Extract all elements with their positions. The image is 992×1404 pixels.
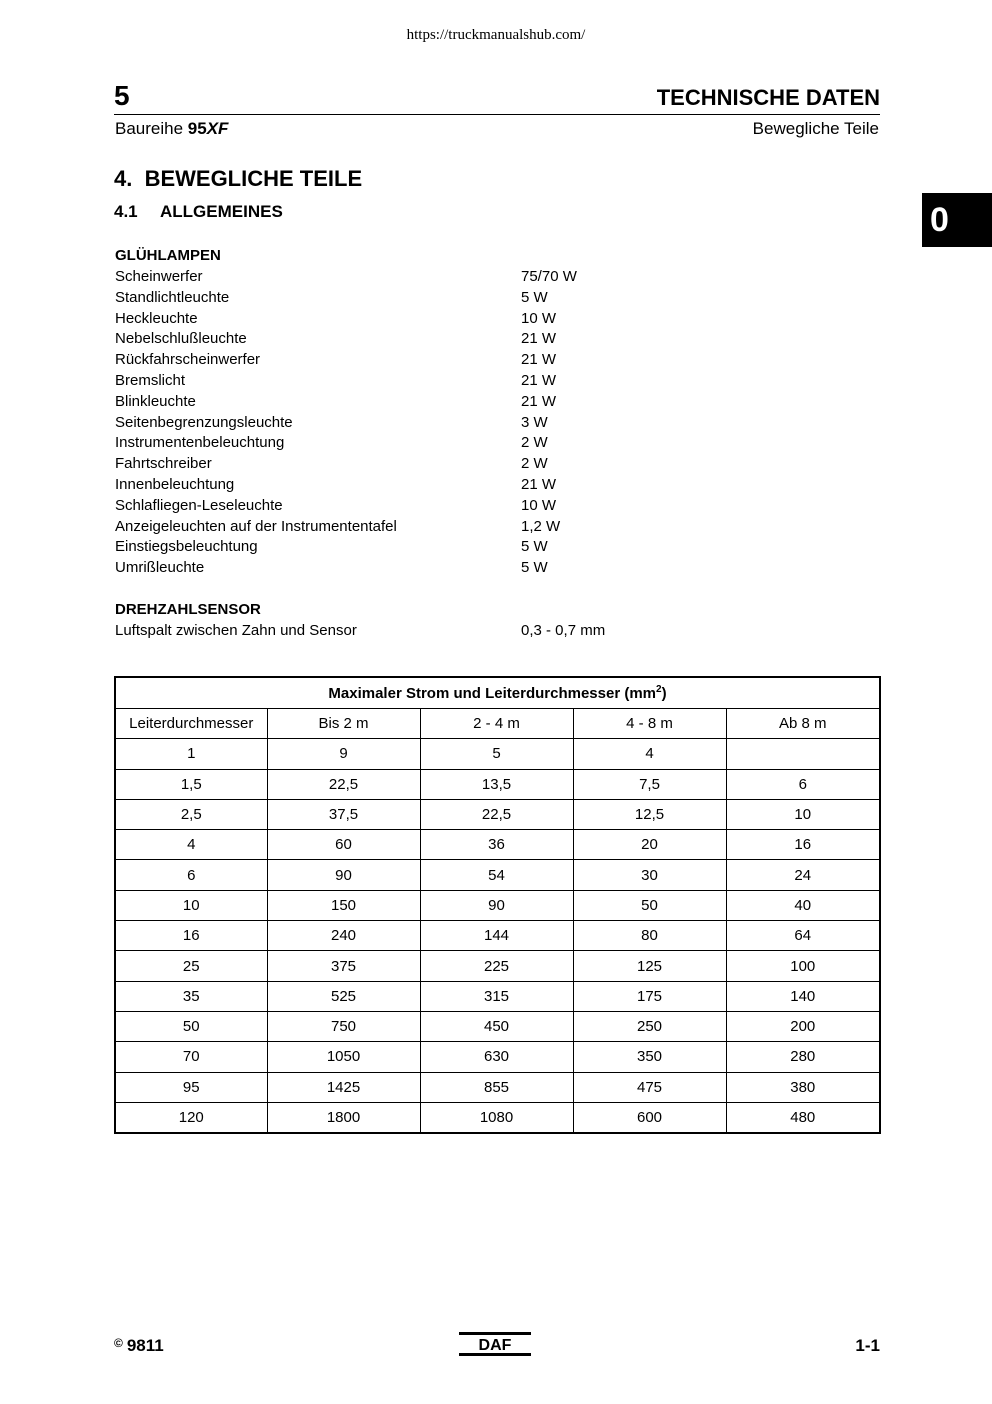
column-header: Leiterdurchmesser	[115, 709, 267, 739]
lamp-label: Fahrtschreiber	[115, 455, 212, 473]
series-model-suffix: XF	[206, 119, 229, 138]
lamp-label: Einstiegsbeleuchtung	[115, 538, 258, 556]
gluehlampen-title: GLÜHLAMPEN	[115, 247, 221, 264]
table-cell: 54	[420, 860, 573, 890]
lamp-value: 5 W	[521, 288, 548, 306]
table-cell: 4	[573, 739, 726, 769]
page-number: 1-1	[855, 1336, 880, 1355]
lamp-row	[115, 475, 735, 496]
lamp-label: Heckleuchte	[115, 309, 198, 327]
table-cell: 855	[420, 1072, 573, 1102]
lamp-row	[115, 517, 735, 538]
lamp-value: 5 W	[521, 559, 548, 577]
table-cell: 1050	[267, 1042, 420, 1072]
table-row	[115, 769, 880, 799]
table-cell: 750	[267, 1011, 420, 1041]
table-cell: 40	[726, 890, 880, 920]
lamp-label: Rückfahrscheinwerfer	[115, 351, 261, 369]
lamp-value: 21 W	[521, 392, 557, 410]
lamp-label: Umrißleuchte	[115, 559, 205, 577]
table-cell: 2,5	[115, 799, 267, 829]
table-cell: 36	[420, 830, 573, 860]
table-cell: 144	[420, 921, 573, 951]
lamp-value: 1,2 W	[521, 517, 561, 535]
table-cell: 13,5	[420, 769, 573, 799]
series-label	[115, 118, 228, 140]
max-current-table	[114, 676, 881, 1134]
lamp-value: 75/70 W	[521, 268, 577, 285]
svg-text:DAF: DAF	[478, 1337, 512, 1354]
column-header: Bis 2 m	[267, 709, 420, 739]
lamp-row	[115, 454, 735, 475]
table-cell: 475	[573, 1072, 726, 1102]
table-cell: 375	[267, 951, 420, 981]
table-cell: 100	[726, 951, 880, 981]
table-row	[115, 1011, 880, 1041]
chapter-tab: 0	[922, 193, 992, 247]
sensor-value: 0,3 - 0,7 mm	[521, 622, 606, 639]
column-header: 4 - 8 m	[573, 709, 726, 739]
lamp-value: 2 W	[521, 455, 548, 473]
table-cell: 240	[267, 921, 420, 951]
table-cell: 175	[573, 981, 726, 1011]
chapter-number: 5	[114, 80, 130, 111]
table-cell: 35	[115, 981, 267, 1011]
lamp-label: Standlichtleuchte	[115, 288, 230, 306]
table-cell: 1	[115, 739, 267, 769]
lamp-label: Instrumentenbeleuchtung	[115, 434, 285, 452]
lamp-label: Bremslicht	[115, 371, 186, 389]
table-cell: 70	[115, 1042, 267, 1072]
series-prefix: Baureihe	[115, 119, 188, 138]
table-cell: 5	[420, 739, 573, 769]
drehzahlsensor-title: DREHZAHLSENSOR	[115, 601, 261, 618]
table-cell: 120	[115, 1102, 267, 1133]
lamp-row	[115, 267, 735, 288]
subsection-heading	[114, 201, 283, 223]
table-cell: 60	[267, 830, 420, 860]
table-row	[115, 921, 880, 951]
subsection-number: 4.1	[114, 202, 138, 221]
table-cell: 1425	[267, 1072, 420, 1102]
table-cell: 20	[573, 830, 726, 860]
lamp-row	[115, 309, 735, 330]
table-cell: 12,5	[573, 799, 726, 829]
table-cell: 10	[115, 890, 267, 920]
chapter-title: TECHNISCHE DATEN	[656, 85, 880, 110]
table-title: Maximaler Strom und Leiterdurchmesser $(mm^2)$	[115, 677, 880, 709]
table-row	[115, 1102, 880, 1133]
table-cell: 450	[420, 1011, 573, 1041]
table-cell: 22,5	[420, 799, 573, 829]
lamp-row	[115, 537, 735, 558]
table-row	[115, 890, 880, 920]
table-row	[115, 1072, 880, 1102]
lamp-label: Innenbeleuchtung	[115, 475, 235, 493]
table-cell: 600	[573, 1102, 726, 1133]
table-cell: 630	[420, 1042, 573, 1072]
table-cell: 1800	[267, 1102, 420, 1133]
lamp-value: 10 W	[521, 309, 557, 327]
lamp-label: Anzeigeleuchten auf der Instrumententafel	[115, 517, 397, 535]
table-cell: 9	[267, 739, 420, 769]
lamp-label: Nebelschlußleuchte	[115, 330, 247, 348]
table-cell: 37,5	[267, 799, 420, 829]
table-row	[115, 799, 880, 829]
table-cell: 25	[115, 951, 267, 981]
series-model-number: 95	[187, 119, 207, 138]
table-cell: 30	[573, 860, 726, 890]
table-cell: 280	[726, 1042, 880, 1072]
lamp-value: 21 W	[521, 371, 557, 389]
daf-logo	[459, 1332, 531, 1356]
table-cell: 50	[573, 890, 726, 920]
lamp-row	[115, 433, 735, 454]
table-cell: 22,5	[267, 769, 420, 799]
lamp-label: Blinkleuchte	[115, 392, 196, 410]
lamp-row	[115, 371, 735, 392]
table-cell: 16	[726, 830, 880, 860]
lamp-label: Seitenbegrenzungsleuchte	[115, 413, 293, 431]
header-rule	[114, 114, 880, 115]
table-cell: 6	[726, 769, 880, 799]
table-cell: 1,5	[115, 769, 267, 799]
table-cell: 225	[420, 951, 573, 981]
table-cell: 50	[115, 1011, 267, 1041]
table-cell: 140	[726, 981, 880, 1011]
lamp-value: 21 W	[521, 351, 557, 369]
table-cell: 315	[420, 981, 573, 1011]
table-row	[115, 1042, 880, 1072]
section-subtitle: Bewegliche Teile	[752, 119, 879, 138]
lamp-value: 10 W	[521, 496, 557, 514]
lamp-label: Schlafliegen-Leseleuchte	[115, 496, 283, 514]
lamp-row	[115, 496, 735, 517]
column-header: 2 - 4 m	[420, 709, 573, 739]
lamp-value: 21 W	[521, 475, 557, 493]
table-cell: 4	[115, 830, 267, 860]
table-cell	[726, 739, 880, 769]
lamp-row	[115, 350, 735, 371]
table-cell: 1080	[420, 1102, 573, 1133]
lamp-row	[115, 413, 735, 434]
table-row	[115, 739, 880, 769]
lamp-row	[115, 558, 735, 579]
table-cell: 6	[115, 860, 267, 890]
table-cell: 380	[726, 1072, 880, 1102]
table-cell: 150	[267, 890, 420, 920]
table-header-row	[115, 709, 880, 739]
table-row	[115, 951, 880, 981]
lamp-value: 2 W	[521, 434, 548, 452]
table-cell: 80	[573, 921, 726, 951]
table-cell: 480	[726, 1102, 880, 1133]
source-url: https://truckmanualshub.com/	[406, 27, 586, 43]
table-cell: 200	[726, 1011, 880, 1041]
table-cell: 90	[420, 890, 573, 920]
table-cell: 16	[115, 921, 267, 951]
table-row	[115, 981, 880, 1011]
lamp-row	[115, 329, 735, 350]
sensor-label: Luftspalt zwischen Zahn und Sensor	[115, 622, 357, 639]
table-cell: 90	[267, 860, 420, 890]
sensor-row	[115, 621, 735, 642]
footer-code: © 9811	[114, 1336, 164, 1355]
gluehlampen-list	[115, 245, 735, 579]
copyright-symbol: ©	[114, 1336, 123, 1350]
lamp-row	[115, 392, 735, 413]
table-cell: 250	[573, 1011, 726, 1041]
table-cell: 95	[115, 1072, 267, 1102]
table-cell: 125	[573, 951, 726, 981]
column-header: Ab 8 m	[726, 709, 880, 739]
lamp-value: 21 W	[521, 330, 557, 348]
table-cell: 350	[573, 1042, 726, 1072]
table-cell: 525	[267, 981, 420, 1011]
lamp-label: Scheinwerfer	[115, 268, 203, 285]
subsection-title: ALLGEMEINES	[160, 202, 283, 221]
table-cell: 64	[726, 921, 880, 951]
section-heading: 4. BEWEGLICHE TEILE	[114, 166, 363, 191]
table-cell: 10	[726, 799, 880, 829]
table-row	[115, 860, 880, 890]
table-cell: 24	[726, 860, 880, 890]
table-cell: 7,5	[573, 769, 726, 799]
lamp-row	[115, 288, 735, 309]
lamp-value: 3 W	[521, 413, 548, 431]
lamp-value: 5 W	[521, 538, 548, 556]
drehzahlsensor-list	[115, 599, 735, 642]
table-row	[115, 830, 880, 860]
